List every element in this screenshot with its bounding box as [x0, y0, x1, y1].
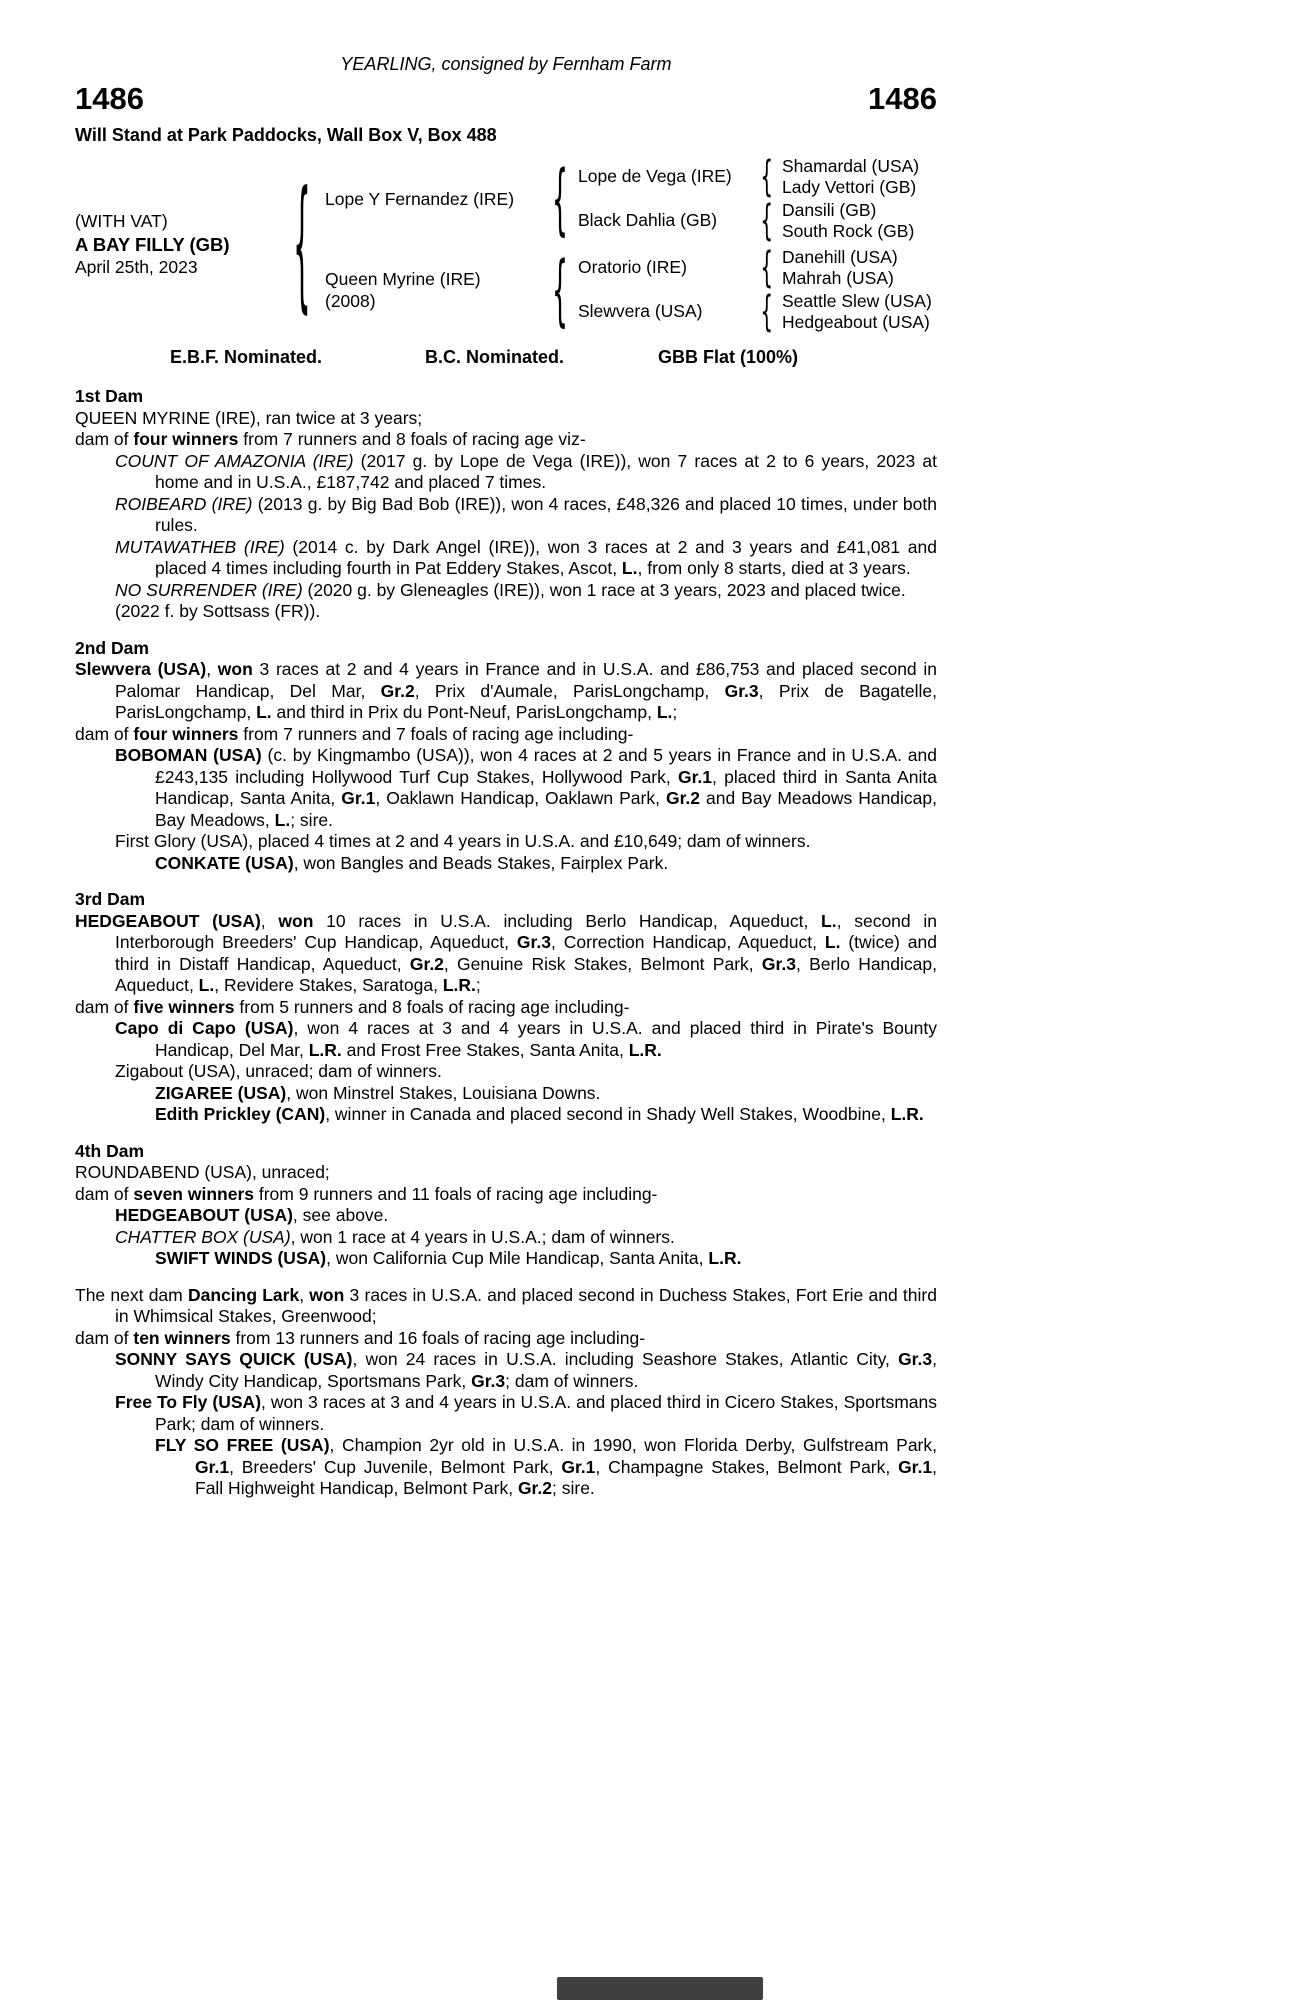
text-segment: L.R.: [308, 1039, 342, 1060]
great-granddam: Mahrah (USA): [782, 267, 894, 288]
text-segment: ,: [206, 659, 218, 679]
pedigree-paragraph: [75, 1392, 937, 1435]
text-segment: won: [217, 659, 253, 679]
pedigree-paragraph: [75, 831, 937, 853]
text-segment: L.: [274, 809, 291, 830]
text-segment: , Correction Handicap, Aqueduct,: [550, 932, 825, 952]
text-segment: (2020 g. by Gleneagles (IRE)), won 1 race at 3 years, 2023 and placed twice.: [302, 579, 906, 600]
pedigree-paragraph: [75, 1227, 937, 1249]
section-heading: 4th Dam: [75, 1140, 145, 1161]
text-segment: SWIFT WINDS (USA): [155, 1248, 327, 1268]
footer-bar: [557, 1977, 763, 2000]
dam-sire-name: Oratorio (IRE): [578, 256, 687, 277]
text-segment: , won 4 races at 3 and 4 years in U.S.A. and placed third in Pirate's Bounty Handicap, Del Mar,: [155, 1018, 937, 1060]
text-segment: L.: [621, 558, 638, 578]
pedigree-paragraph: [75, 408, 937, 430]
bc-nomination: B.C. Nominated.: [425, 347, 565, 367]
text-segment: Edith Prickley (CAN): [155, 1104, 326, 1124]
text-segment: seven winners: [133, 1183, 254, 1204]
text-segment: , Berlo Handicap, Aqueduct,: [115, 953, 937, 995]
text-segment: from 13 runners and 16 foals of racing age including-: [230, 1327, 646, 1348]
pedigree-paragraph: [75, 997, 937, 1019]
text-segment: , Champagne Stakes, Belmont Park,: [595, 1456, 899, 1477]
text-segment: FLY SO FREE (USA): [155, 1435, 330, 1455]
text-segment: CONKATE (USA): [155, 852, 294, 873]
text-segment: ;: [475, 975, 481, 995]
dam-parents-column: [573, 247, 937, 332]
great-granddam: Hedgeabout (USA): [782, 311, 930, 332]
pedigree-paragraph: [75, 1162, 937, 1184]
great-granddam: South Rock (GB): [782, 220, 915, 241]
text-segment: 3 races in U.S.A. and placed second in Duchess Stakes, Fort Erie and third in Whimsical Stakes, Greenwood;: [115, 1284, 937, 1326]
text-segment: from 5 runners and 8 foals of racing age including-: [234, 996, 630, 1017]
text-segment: dam of: [75, 429, 134, 449]
lot-number-row: [75, 82, 937, 116]
pedigree-paragraph: [75, 1285, 937, 1328]
text-segment: , placed third in Santa Anita Handicap, Santa Anita,: [155, 766, 937, 808]
text-segment: dam of: [75, 1183, 134, 1204]
text-segment: L.: [256, 702, 272, 722]
text-segment: Gr.1: [195, 1456, 230, 1477]
text-segment: (2017 g. by Lope de Vega (IRE)), won 7 races at 2 to 6 years, 2023 at home and in U.S.A., £187,742 and placed 7 times.: [155, 450, 937, 492]
text-segment: (2013 g. by Big Bad Bob (IRE)), won 4 races, £48,326 and placed 10 times, under both rules.: [155, 493, 937, 535]
section-heading: 2nd Dam: [75, 637, 149, 658]
text-segment: ROIBEARD (IRE): [115, 493, 253, 514]
text-segment: L.R.: [442, 975, 476, 995]
dam-sire-block: [573, 247, 937, 288]
pedigree-paragraph: [75, 1018, 937, 1061]
great-granddam: Lady Vettori (GB): [782, 176, 917, 197]
pedigree-tree: [75, 156, 937, 332]
text-segment: CHATTER BOX (USA): [115, 1226, 291, 1247]
sire-name: Lope Y Fernandez (IRE): [325, 188, 515, 209]
pedigree-paragraph: [75, 1184, 937, 1206]
pedigree-paragraph: [75, 659, 937, 724]
text-segment: , won 1 race at 4 years in U.S.A.; dam of winners.: [290, 1226, 675, 1247]
text-segment: ,: [260, 910, 279, 931]
text-segment: four winners: [133, 429, 239, 449]
text-segment: ten winners: [133, 1327, 231, 1348]
pedigree-subject: [75, 210, 287, 279]
text-segment: Gr.3: [724, 680, 759, 701]
text-segment: , Prix de Bagatelle, ParisLongchamp,: [115, 680, 937, 722]
dam-section: [75, 1141, 937, 1270]
pedigree-paragraph: [75, 853, 937, 875]
text-segment: MUTAWATHEB (IRE): [115, 536, 285, 557]
sire-sire-parents: [778, 156, 919, 197]
text-segment: Gr.3: [516, 932, 551, 952]
pedigree-paragraph: [75, 1083, 937, 1105]
text-segment: Dancing Lark: [187, 1284, 300, 1305]
brace-dam-dam-icon: [756, 292, 778, 332]
dam-dam-parents: [778, 291, 932, 332]
text-segment: won: [309, 1284, 345, 1305]
text-segment: L.: [198, 975, 215, 995]
pedigree-paragraph: [75, 580, 937, 602]
section-heading: 1st Dam: [75, 386, 144, 406]
text-segment: ,: [299, 1284, 310, 1305]
great-grandsire: Dansili (GB): [782, 200, 877, 220]
catalogue-page: [75, 0, 937, 1500]
dam-dam-block: [573, 291, 937, 332]
sire-dam-name: Black Dahlia (GB): [578, 209, 718, 230]
text-segment: ; sire.: [552, 1478, 595, 1498]
text-segment: L.R.: [890, 1104, 924, 1124]
text-segment: HEDGEABOUT (USA): [115, 1205, 293, 1225]
text-segment: five winners: [133, 996, 235, 1017]
generation-1-column: [317, 156, 937, 332]
pedigree-paragraph: [75, 1349, 937, 1392]
pedigree-paragraph: [75, 1435, 937, 1500]
text-segment: Gr.2: [380, 680, 415, 701]
text-segment: 3 races at 2 and 4 years in France and in U.S.A. and £86,753 and placed second in Palomar Handicap, Del Mar,: [115, 659, 937, 701]
lot-number-right: 1486: [868, 80, 937, 116]
text-segment: from 9 runners and 11 foals of racing age including-: [254, 1183, 658, 1204]
text-segment: , won Bangles and Beads Stakes, Fairplex Park.: [293, 852, 669, 873]
text-segment: ZIGAREE (USA): [155, 1082, 287, 1103]
gbb-flat-note: GBB Flat (100%): [658, 347, 799, 367]
text-segment: , Fall Highweight Handicap, Belmont Park,: [195, 1456, 937, 1498]
text-segment: , won 24 races in U.S.A. including Seashore Stakes, Atlantic City,: [352, 1349, 899, 1369]
dam-name: Queen Myrine (IRE): [325, 268, 481, 289]
vat-note: (WITH VAT): [75, 210, 168, 231]
text-segment: (twice) and third in Distaff Handicap, Aqueduct,: [115, 932, 937, 974]
pedigree-paragraph: [75, 537, 937, 580]
text-segment: from 7 runners and 8 foals of racing age viz-: [238, 429, 586, 449]
text-segment: , Revidere Stakes, Saratoga,: [214, 975, 443, 995]
text-segment: Gr.2: [409, 953, 444, 974]
text-segment: Gr.1: [677, 766, 713, 787]
text-segment: from 7 runners and 7 foals of racing age including-: [238, 723, 634, 744]
text-segment: Gr.2: [517, 1478, 552, 1498]
text-segment: L.R.: [628, 1039, 662, 1060]
text-segment: ; sire.: [290, 809, 333, 830]
sire-sire-block: [573, 156, 937, 197]
text-segment: , Prix d'Aumale, ParisLongchamp,: [414, 680, 725, 701]
text-segment: ;: [672, 702, 678, 722]
pedigree-paragraph: [75, 1104, 937, 1126]
dam-name-block: [317, 268, 547, 312]
brace-sire-dam-icon: [756, 201, 778, 241]
pedigree-paragraph: [75, 494, 937, 537]
text-segment: Capo di Capo (USA): [115, 1018, 294, 1038]
pedigree-sections: [75, 386, 937, 1500]
text-segment: Slewvera (USA): [75, 659, 207, 679]
nominations-row: [75, 347, 937, 371]
text-segment: (c. by Kingmambo (USA)), won 4 races at 2 and 5 years in France and in U.S.A. and £243,135 including Hollywood Turf Cup Stakes, Hollywood Park,: [155, 745, 937, 787]
text-segment: won: [278, 910, 314, 931]
text-segment: , winner in Canada and placed second in Shady Well Stakes, Woodbine,: [325, 1104, 891, 1124]
text-segment: L.: [824, 932, 841, 952]
text-segment: dam of: [75, 1327, 134, 1348]
subject-foaled-date: April 25th, 2023: [75, 256, 198, 277]
text-segment: L.: [656, 702, 673, 722]
dam-dam-name: Slewvera (USA): [578, 300, 703, 321]
sire-dam-block: [573, 200, 937, 241]
sire-dam-parents: [778, 200, 914, 241]
text-segment: , Breeders' Cup Juvenile, Belmont Park,: [229, 1456, 562, 1477]
sire-sire-name: Lope de Vega (IRE): [578, 165, 732, 186]
text-segment: QUEEN MYRINE (IRE), ran twice at 3 years;: [75, 407, 423, 428]
pedigree-paragraph: [75, 745, 937, 831]
sire-branch: [317, 156, 937, 241]
text-segment: , from only 8 starts, died at 3 years.: [637, 558, 911, 578]
text-segment: , Oaklawn Handicap, Oaklawn Park,: [375, 788, 666, 808]
text-segment: ROUNDABEND (USA), unraced;: [75, 1162, 330, 1182]
text-segment: four winners: [133, 723, 239, 744]
text-segment: First Glory (USA), placed 4 times at 2 and 4 years in U.S.A. and £10,649; dam of winners.: [115, 831, 811, 851]
pedigree-paragraph: [75, 1061, 937, 1083]
dam-section: [75, 1285, 937, 1500]
text-segment: , Windy City Handicap, Sportsmans Park,: [155, 1349, 937, 1391]
text-segment: COUNT OF AMAZONIA (IRE): [115, 450, 354, 471]
text-segment: L.: [821, 910, 837, 931]
pedigree-paragraph: [75, 451, 937, 494]
text-segment: dam of: [75, 723, 134, 744]
stand-location-line: Will Stand at Park Paddocks, Wall Box V, Box 488: [75, 124, 497, 145]
brace-sire-sire-icon: [756, 157, 778, 197]
great-grandsire: Seattle Slew (USA): [782, 291, 932, 311]
text-segment: The next dam: [75, 1284, 188, 1305]
text-segment: Gr.3: [761, 953, 796, 974]
text-segment: BOBOMAN (USA): [115, 745, 262, 765]
ebf-nomination: E.B.F. Nominated.: [170, 347, 323, 367]
text-segment: and Bay Meadows Handicap, Bay Meadows,: [155, 788, 938, 830]
text-segment: Free To Fly (USA): [115, 1392, 262, 1412]
text-segment: , won 3 races at 3 and 4 years in U.S.A. and placed third in Cicero Stakes, Sportsmans Park; dam of winners.: [155, 1392, 937, 1434]
lot-number-left: 1486: [75, 80, 144, 116]
text-segment: and third in Prix du Pont-Neuf, ParisLongchamp,: [271, 702, 657, 722]
text-segment: Zigabout (USA), unraced; dam of winners.: [115, 1061, 442, 1081]
dam-branch: [317, 247, 937, 332]
text-segment: and Frost Free Stakes, Santa Anita,: [341, 1039, 629, 1060]
text-segment: , see above.: [292, 1205, 389, 1225]
pedigree-paragraph: [75, 724, 937, 746]
dam-section: [75, 638, 937, 875]
text-segment: (2022 f. by Sottsass (FR)).: [115, 601, 321, 621]
pedigree-paragraph: [75, 1205, 937, 1227]
pedigree-paragraph: [75, 911, 937, 997]
consignor-line: YEARLING, consigned by Fernham Farm: [340, 54, 672, 74]
subject-name: A BAY FILLY (GB): [75, 233, 230, 255]
section-heading: 3rd Dam: [75, 889, 146, 909]
text-segment: dam of: [75, 996, 134, 1017]
text-segment: L.R.: [708, 1248, 742, 1268]
great-grandsire: Danehill (USA): [782, 247, 898, 267]
text-segment: SONNY SAYS QUICK (USA): [115, 1349, 353, 1369]
text-segment: Gr.2: [665, 788, 701, 808]
pedigree-paragraph: [75, 601, 937, 623]
pedigree-paragraph: [75, 429, 937, 451]
text-segment: NO SURRENDER (IRE): [115, 579, 303, 600]
text-segment: Gr.3: [898, 1349, 933, 1369]
text-segment: , Genuine Risk Stakes, Belmont Park,: [443, 953, 762, 974]
pedigree-paragraph: [75, 1248, 937, 1270]
text-segment: Gr.1: [341, 788, 376, 808]
text-segment: , won California Cup Mile Handicap, Santa Anita,: [326, 1248, 709, 1268]
text-segment: (2014 c. by Dark Angel (IRE)), won 3 races at 2 and 3 years and £41,081 and placed 4 times including fourth in Pat Eddery Stakes, Ascot,: [155, 536, 937, 578]
sire-parents-column: [573, 156, 937, 241]
dam-section: [75, 386, 937, 623]
brace-dam-icon: [547, 265, 573, 315]
text-segment: ; dam of winners.: [505, 1370, 639, 1391]
text-segment: HEDGEABOUT (USA): [75, 910, 261, 931]
brace-dam-sire-icon: [756, 248, 778, 288]
text-segment: Gr.1: [561, 1456, 596, 1477]
text-segment: , second in Interborough Breeders' Cup Handicap, Aqueduct,: [115, 910, 937, 952]
text-segment: Gr.1: [898, 1456, 933, 1477]
brace-gen1-icon: [287, 219, 317, 269]
dam-year: (2008): [325, 290, 376, 311]
dam-section: [75, 889, 937, 1126]
text-segment: , won Minstrel Stakes, Louisiana Downs.: [286, 1082, 601, 1103]
text-segment: 10 races in U.S.A. including Berlo Handicap, Aqueduct,: [313, 910, 822, 931]
great-grandsire: Shamardal (USA): [782, 156, 920, 176]
text-segment: Gr.3: [471, 1370, 506, 1391]
pedigree-paragraph: [75, 1328, 937, 1350]
text-segment: , Champion 2yr old in U.S.A. in 1990, won Florida Derby, Gulfstream Park,: [329, 1435, 937, 1455]
brace-sire-icon: [547, 174, 573, 224]
dam-sire-parents: [778, 247, 898, 288]
